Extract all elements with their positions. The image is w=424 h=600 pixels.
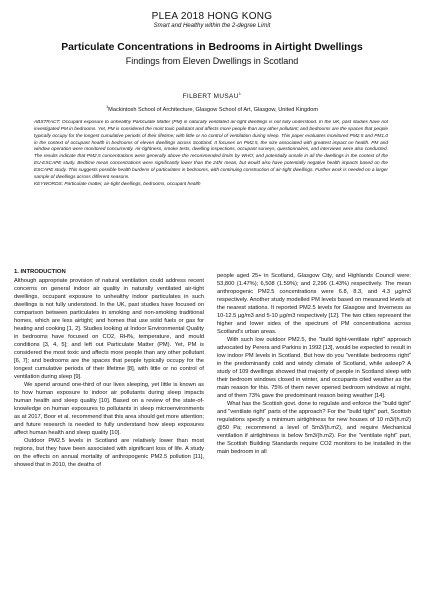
- paragraph: people aged 25+ in Scotland, Glasgow City, and Highlands Council were: 53,800 (1.47%); 6,508 (1.59%); and 2,296 (1.43%) respectively. The mean anthropogenic PM2.5 concentrations were 6.8, 8.3, and 4.3 µg/m3 respectively. Another study modelled PM levels based on measured levels at the nearest stations. It reported PM2.5 levels for Glasgow and Inverness as 10-12.5 µg/m3 and 5-10 µg/m3 respectively [12]. The two cities represent the higher and lower sides of the spectrum of PM concentrations across Scotland's urban areas.: [217, 273, 411, 335]
- paragraph: Outdoor PM2.5 levels in Scotland are relatively lower than most regions, but they have been associated with significant loss of life. A study on the effects on annual mortality of anthropogenic PM2.5 pollution [11], showed that in 2010, the deaths of: [14, 438, 204, 468]
- abstract-block: [34, 120, 388, 250]
- conference-name: PLEA 2018 HONG KONG: [151, 11, 273, 22]
- author-affiliation-marker: 1: [238, 90, 242, 96]
- author-name: FILBERT MUSAU: [182, 93, 239, 100]
- paper-title: Particulate Concentrations in Bedrooms in Airtight Dwellings: [61, 42, 363, 53]
- keywords: KEYWORDS: Particulate matter, air-tight dwellings, bedrooms, occupant health: [34, 181, 201, 187]
- left-column: [14, 268, 204, 598]
- paragraph: With such low outdoor PM2.5, the "build tight-ventilate right" approach advocated by Perera and Parkins in 1992 [13], would be expected to result in low indoor PM levels in Scotland. But how do you "ventilate bedrooms right" in the predominantly cold and windy climate of Scotland, while asleep? A study of 109 dwellings showed that majority of people in Scotland sleep with their bedroom windows closed in winter, and occupants cited weather as the main reason for this. 75% of them never opened bedroom windows at night, and of them 73% gave the predominant reason being weather [14].: [217, 337, 411, 399]
- abstract-text: ABSTRACT: Occupant exposure to unhealthy Particulate Matter (PM) in naturally ventilated air-tight dwellings is not fully understood. In the UK, past studies have not investigated PM in bedrooms. Yet, PM is considered the most toxic pollutant and affects more people than any other pollutant; and bedrooms are the spaces that people typically occupy for the longest cumulative periods of their lifetime; with little or no control of ventilation during sleep. This paper evaluates monitored PM2.5 and PM1.0 in the context of occupant health in bedrooms of eleven dwellings across Scotland. It focuses on PM2.5, the size associated with greatest impact on health. PM and window operation were monitored concurrently. Air-tightness, smoke tests, dwelling inspections, occupant surveys, questionnaires, and interviews were also conducted. The results indicate that PM2.5 concentrations were generally above the recommended limits by WHO; and potentially unsafe in all the dwellings in the context of the EU-ESCAPE study. Bedtime mean concentrations were significantly lower than the 24hr mean, but would also have potentially negative health impacts based on the ESCAPE study. This suggests possible health burdens of particulates in bedrooms, with continuing construction of air-tight dwellings. Further work is needed on a larger sample of dwellings across different seasons.: [34, 120, 388, 180]
- author-line: [0, 90, 424, 100]
- paragraph: Although appropriate provision of natural ventilation could address recent concerns on general indoor air quality in naturally ventilated air-tight dwellings, occupant exposure to unhealthy indoor particulates in such dwellings is not fully understood. In the UK, past studies have focused on comparison between particulates in smoking and non-smoking traditional homes, which are less airtight; and homes that use solid fuels or gas for heating and cooking [1, 2]. Studies looking at Indoor Environmental Quality in bedrooms have focused on CO2, RH%, temperature, and mould conditions [3, 4, 5]; and left out Particulate Matter (PM). Yet, PM is considered the most toxic and affects more people than any other pollutant [6, 7]; and bedrooms are the spaces that people typically occupy for the longest cumulative periods of their lifetime [8], with little or no control of ventilation during sleep [9].: [14, 278, 204, 380]
- paper-subtitle: Findings from Eleven Dwellings in Scotland: [125, 56, 299, 66]
- affiliation-marker: 1: [105, 104, 109, 110]
- section-heading-introduction: 1. INTRODUCTION: [14, 269, 66, 275]
- right-column: [217, 272, 411, 600]
- affiliation: Mackintosh School of Architecture, Glasgow School of Art, Glasgow, United Kingdom: [108, 107, 319, 113]
- affiliation-line: [0, 104, 424, 113]
- conference-tagline: Smart and Healthy within the 2-degree Limit: [153, 23, 271, 29]
- paragraph: We spend around one-third of our lives sleeping, yet little is known as to how human exposure to indoor air pollutants during sleep impacts human health and sleep quality [10]. Based on a review of the state-of-knowledge on human exposures to pollutants in sleep microenvironments as at 2017, Boor et al. recommend that this area should get more attention; and future research is needed to fully understand how sleep exposures affect human health and sleep quality [10].: [14, 382, 204, 436]
- paragraph: What has the Scottish govt. done to regulate and enforce the "build tight" and "ventilate right" parts of the approach? For the "build tight" part, Scottish regulations specify a minimum airtightness for new houses of 10 m3/(h.m2) @50 Pa; recommend a level of 5m3/(h.m2), and require Mechanical ventilation if airtightness is below 5m3/(h.m2). For the "ventilate right" part, the Scottish Building Standards require CO2 monitors to be installed in the main bedroom in all: [217, 401, 411, 455]
